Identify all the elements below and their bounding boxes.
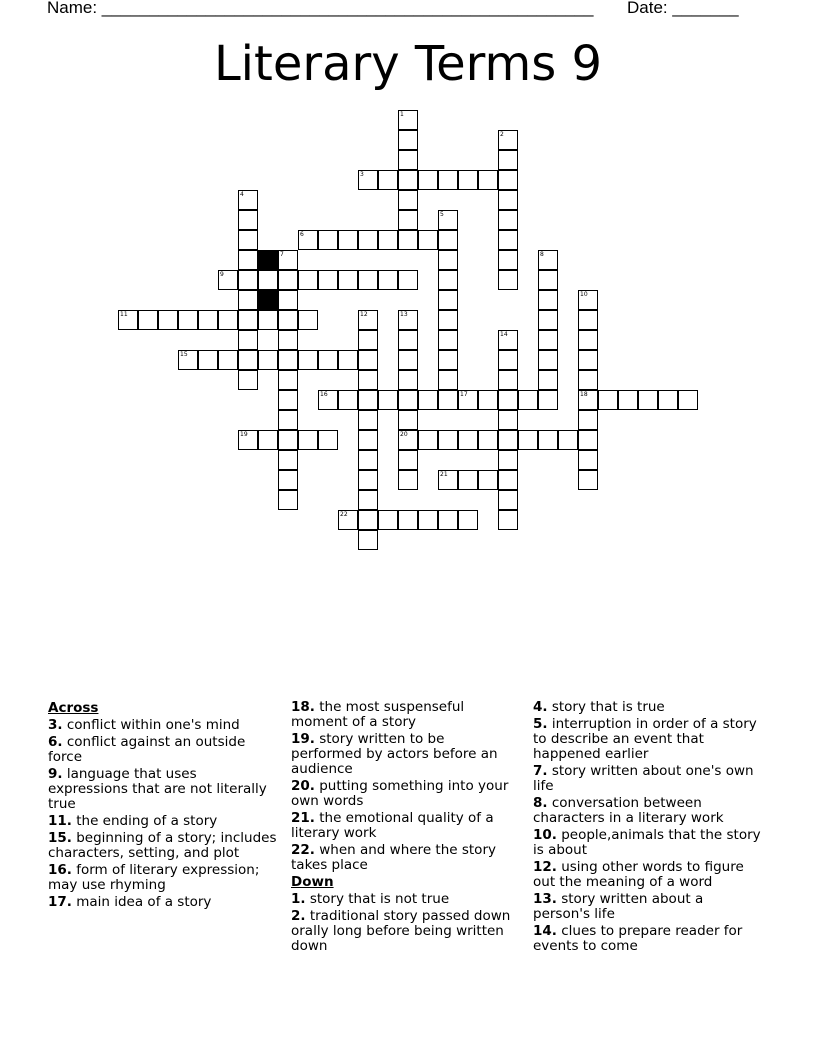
grid-cell[interactable] — [418, 230, 438, 250]
grid-cell[interactable] — [298, 310, 318, 330]
grid-cell[interactable] — [438, 370, 458, 390]
page-title: Literary Terms 9 — [213, 36, 603, 92]
grid-cell[interactable] — [238, 330, 258, 350]
grid-cell[interactable] — [438, 330, 458, 350]
grid-cell[interactable] — [218, 270, 238, 290]
clue-number: 20 — [400, 431, 408, 438]
grid-cell[interactable] — [258, 270, 278, 290]
clue-number: 5 — [440, 211, 444, 218]
grid-cell[interactable] — [478, 470, 498, 490]
black-cell — [258, 250, 278, 270]
grid-cell[interactable] — [378, 170, 398, 190]
clue-across-17: 17. main idea of a story — [48, 894, 212, 910]
grid-cell[interactable] — [298, 350, 318, 370]
grid-cell[interactable] — [518, 390, 538, 410]
grid-cell[interactable] — [498, 190, 518, 210]
grid-cell[interactable] — [298, 430, 318, 450]
grid-cell[interactable] — [238, 430, 258, 450]
grid-cell[interactable] — [398, 310, 418, 330]
clue-number: 17 — [460, 391, 468, 398]
clues-column-2 — [291, 700, 519, 956]
grid-cell[interactable] — [438, 270, 458, 290]
grid-cell[interactable] — [578, 330, 598, 350]
grid-cell[interactable] — [278, 430, 298, 450]
grid-cell[interactable] — [238, 190, 258, 210]
clue-down-13: 13. story written about a person's life — [533, 891, 704, 922]
grid-cell[interactable] — [238, 310, 258, 330]
clue-down-5: 5. interruption in order of a story to describe an event that happened earlier — [533, 716, 757, 762]
grid-cell[interactable] — [458, 430, 478, 450]
grid-cell[interactable] — [478, 170, 498, 190]
clue-number: 21 — [440, 471, 448, 478]
grid-cell[interactable] — [498, 370, 518, 390]
grid-cell[interactable] — [438, 250, 458, 270]
grid-cell[interactable] — [438, 350, 458, 370]
grid-cell[interactable] — [358, 350, 378, 370]
grid-cell[interactable] — [358, 490, 378, 510]
grid-cell[interactable] — [438, 430, 458, 450]
clue-number: 7 — [280, 251, 284, 258]
grid-cell[interactable] — [198, 350, 218, 370]
grid-cell[interactable] — [438, 470, 458, 490]
clue-across-15: 15. beginning of a story; includes characters, setting, and plot — [48, 830, 277, 861]
grid-cell[interactable] — [498, 490, 518, 510]
grid-cell[interactable] — [358, 390, 378, 410]
grid-cell[interactable] — [578, 390, 598, 410]
grid-cell[interactable] — [278, 450, 298, 470]
grid-cell[interactable] — [298, 270, 318, 290]
grid-cell[interactable] — [398, 450, 418, 470]
grid-cell[interactable] — [238, 370, 258, 390]
grid-cell[interactable] — [358, 510, 378, 530]
clue-across-9: 9. language that uses expressions that are not literally true — [48, 766, 267, 812]
grid-cell[interactable] — [498, 130, 518, 150]
grid-cell[interactable] — [578, 290, 598, 310]
grid-cell[interactable] — [338, 390, 358, 410]
grid-cell[interactable] — [238, 210, 258, 230]
grid-cell[interactable] — [258, 350, 278, 370]
grid-cell[interactable] — [318, 430, 338, 450]
clue-number: 15 — [180, 351, 188, 358]
grid-cell[interactable] — [398, 330, 418, 350]
grid-cell[interactable] — [498, 330, 518, 350]
grid-cell[interactable] — [538, 350, 558, 370]
grid-cell[interactable] — [598, 390, 618, 410]
grid-cell[interactable] — [498, 350, 518, 370]
grid-cell[interactable] — [398, 390, 418, 410]
clue-across-6: 6. conflict against an outside force — [48, 734, 246, 765]
grid-cell[interactable] — [338, 270, 358, 290]
grid-cell[interactable] — [238, 290, 258, 310]
grid-cell[interactable] — [398, 410, 418, 430]
grid-cell[interactable] — [418, 390, 438, 410]
grid-cell[interactable] — [578, 310, 598, 330]
grid-cell[interactable] — [498, 430, 518, 450]
grid-cell[interactable] — [378, 390, 398, 410]
grid-cell[interactable] — [438, 210, 458, 230]
grid-cell[interactable] — [338, 230, 358, 250]
grid-cell[interactable] — [438, 290, 458, 310]
grid-cell[interactable] — [538, 430, 558, 450]
grid-cell[interactable] — [198, 310, 218, 330]
grid-cell[interactable] — [578, 410, 598, 430]
grid-cell[interactable] — [458, 510, 478, 530]
clue-down-4: 4. story that is true — [533, 699, 665, 715]
grid-cell[interactable] — [318, 230, 338, 250]
clue-across-19: 19. story written to be performed by actors before an audience — [291, 731, 498, 777]
date-line: Date: _______ — [627, 0, 739, 17]
grid-cell[interactable] — [498, 510, 518, 530]
grid-cell[interactable] — [398, 150, 418, 170]
clue-number: 12 — [360, 311, 368, 318]
grid-cell[interactable] — [578, 430, 598, 450]
grid-cell[interactable] — [398, 370, 418, 390]
grid-cell[interactable] — [538, 330, 558, 350]
grid-cell[interactable] — [498, 470, 518, 490]
grid-cell[interactable] — [638, 390, 658, 410]
clue-across-22: 22. when and where the story takes place — [291, 842, 496, 873]
grid-cell[interactable] — [218, 350, 238, 370]
grid-cell[interactable] — [498, 450, 518, 470]
clue-down-7: 7. story written about one's own life — [533, 763, 754, 794]
grid-cell[interactable] — [358, 370, 378, 390]
grid-cell[interactable] — [618, 390, 638, 410]
grid-cell[interactable] — [318, 350, 338, 370]
grid-cell[interactable] — [498, 390, 518, 410]
grid-cell[interactable] — [178, 350, 198, 370]
grid-cell[interactable] — [238, 230, 258, 250]
clue-across-18: 18. the most suspenseful moment of a story — [291, 699, 465, 730]
clues-column-3 — [533, 700, 761, 956]
grid-cell[interactable] — [458, 470, 478, 490]
clue-number: 6 — [300, 231, 304, 238]
grid-cell[interactable] — [398, 190, 418, 210]
grid-cell[interactable] — [278, 290, 298, 310]
grid-cell[interactable] — [578, 370, 598, 390]
grid-cell[interactable] — [278, 370, 298, 390]
grid-cell[interactable] — [498, 410, 518, 430]
clue-number: 16 — [320, 391, 328, 398]
grid-cell[interactable] — [678, 390, 698, 410]
grid-cell[interactable] — [378, 510, 398, 530]
clue-number: 10 — [580, 291, 588, 298]
grid-cell[interactable] — [418, 170, 438, 190]
grid-cell[interactable] — [438, 170, 458, 190]
grid-cell[interactable] — [518, 430, 538, 450]
clue-number: 14 — [500, 331, 508, 338]
grid-cell[interactable] — [178, 310, 198, 330]
grid-cell[interactable] — [238, 350, 258, 370]
clue-number: 9 — [220, 271, 224, 278]
grid-cell[interactable] — [318, 270, 338, 290]
grid-cell[interactable] — [478, 430, 498, 450]
grid-cell[interactable] — [238, 250, 258, 270]
grid-cell[interactable] — [498, 150, 518, 170]
grid-cell[interactable] — [358, 470, 378, 490]
clue-down-1: 1. story that is not true — [291, 891, 450, 907]
grid-cell[interactable] — [458, 170, 478, 190]
grid-cell[interactable] — [278, 410, 298, 430]
grid-cell[interactable] — [218, 310, 238, 330]
black-cell — [258, 290, 278, 310]
grid-cell[interactable] — [538, 370, 558, 390]
clue-number: 11 — [120, 311, 128, 318]
clue-across-21: 21. the emotional quality of a literary work — [291, 810, 494, 841]
grid-cell[interactable] — [298, 230, 318, 250]
grid-cell[interactable] — [278, 470, 298, 490]
grid-cell[interactable] — [138, 310, 158, 330]
grid-cell[interactable] — [158, 310, 178, 330]
grid-cell[interactable] — [578, 470, 598, 490]
grid-cell[interactable] — [398, 130, 418, 150]
grid-cell[interactable] — [278, 390, 298, 410]
grid-cell[interactable] — [498, 230, 518, 250]
grid-cell[interactable] — [558, 430, 578, 450]
grid-cell[interactable] — [538, 250, 558, 270]
clue-down-10: 10. people,animals that the story is about — [533, 827, 761, 858]
grid-cell[interactable] — [458, 390, 478, 410]
grid-cell[interactable] — [538, 270, 558, 290]
clue-across-20: 20. putting something into your own words — [291, 778, 509, 809]
grid-cell[interactable] — [398, 110, 418, 130]
grid-cell[interactable] — [338, 350, 358, 370]
clue-across-3: 3. conflict within one's mind — [48, 717, 240, 733]
clue-across-16: 16. form of literary expression; may use rhyming — [48, 862, 260, 893]
grid-cell[interactable] — [498, 170, 518, 190]
name-line: Name: ____________________________________________________ — [47, 0, 594, 17]
grid-cell[interactable] — [498, 210, 518, 230]
clue-number: 22 — [340, 511, 348, 518]
grid-cell[interactable] — [578, 450, 598, 470]
grid-cell[interactable] — [358, 410, 378, 430]
grid-cell[interactable] — [378, 230, 398, 250]
grid-cell[interactable] — [318, 390, 338, 410]
grid-cell[interactable] — [658, 390, 678, 410]
clue-down-2: 2. traditional story passed down orally long before being written down — [291, 908, 511, 954]
grid-cell[interactable] — [438, 310, 458, 330]
grid-cell[interactable] — [238, 270, 258, 290]
grid-cell[interactable] — [398, 170, 418, 190]
grid-cell[interactable] — [358, 530, 378, 550]
clue-number: 13 — [400, 311, 408, 318]
grid-cell[interactable] — [398, 470, 418, 490]
grid-cell[interactable] — [338, 510, 358, 530]
grid-cell[interactable] — [438, 230, 458, 250]
grid-cell[interactable] — [398, 230, 418, 250]
clue-down-8: 8. conversation between characters in a literary work — [533, 795, 724, 826]
grid-cell[interactable] — [278, 310, 298, 330]
grid-cell[interactable] — [398, 350, 418, 370]
grid-cell[interactable] — [258, 310, 278, 330]
grid-cell[interactable] — [278, 350, 298, 370]
grid-cell[interactable] — [278, 250, 298, 270]
grid-cell[interactable] — [498, 270, 518, 290]
clue-number: 19 — [240, 431, 248, 438]
clues-column-1 — [48, 700, 280, 912]
clue-down-14: 14. clues to prepare reader for events to come — [533, 923, 743, 954]
grid-cell[interactable] — [438, 390, 458, 410]
clue-number: 8 — [540, 251, 544, 258]
grid-cell[interactable] — [398, 430, 418, 450]
grid-cell[interactable] — [418, 430, 438, 450]
clue-down-12: 12. using other words to figure out the meaning of a word — [533, 859, 744, 890]
clue-across-11: 11. the ending of a story — [48, 813, 218, 829]
grid-cell[interactable] — [378, 270, 398, 290]
clue-number: 2 — [500, 131, 504, 138]
grid-cell[interactable] — [278, 490, 298, 510]
grid-cell[interactable] — [418, 510, 438, 530]
grid-cell[interactable] — [498, 250, 518, 270]
grid-cell[interactable] — [258, 430, 278, 450]
grid-cell[interactable] — [358, 230, 378, 250]
grid-cell[interactable] — [278, 330, 298, 350]
grid-cell[interactable] — [538, 310, 558, 330]
grid-cell[interactable] — [358, 170, 378, 190]
clue-number: 18 — [580, 391, 588, 398]
grid-cell[interactable] — [278, 270, 298, 290]
grid-cell[interactable] — [358, 330, 378, 350]
grid-cell[interactable] — [478, 390, 498, 410]
grid-cell[interactable] — [358, 450, 378, 470]
grid-cell[interactable] — [538, 290, 558, 310]
grid-cell[interactable] — [358, 310, 378, 330]
clue-number: 4 — [240, 191, 244, 198]
grid-cell[interactable] — [538, 390, 558, 410]
clue-number: 1 — [400, 111, 404, 118]
grid-cell[interactable] — [398, 510, 418, 530]
clue-number: 3 — [360, 171, 364, 178]
grid-cell[interactable] — [358, 430, 378, 450]
grid-cell[interactable] — [578, 350, 598, 370]
across-heading: Across — [48, 700, 99, 716]
grid-cell[interactable] — [438, 510, 458, 530]
grid-cell[interactable] — [398, 210, 418, 230]
down-heading: Down — [291, 874, 334, 890]
grid-cell[interactable] — [398, 270, 418, 290]
grid-cell[interactable] — [118, 310, 138, 330]
grid-cell[interactable] — [358, 270, 378, 290]
